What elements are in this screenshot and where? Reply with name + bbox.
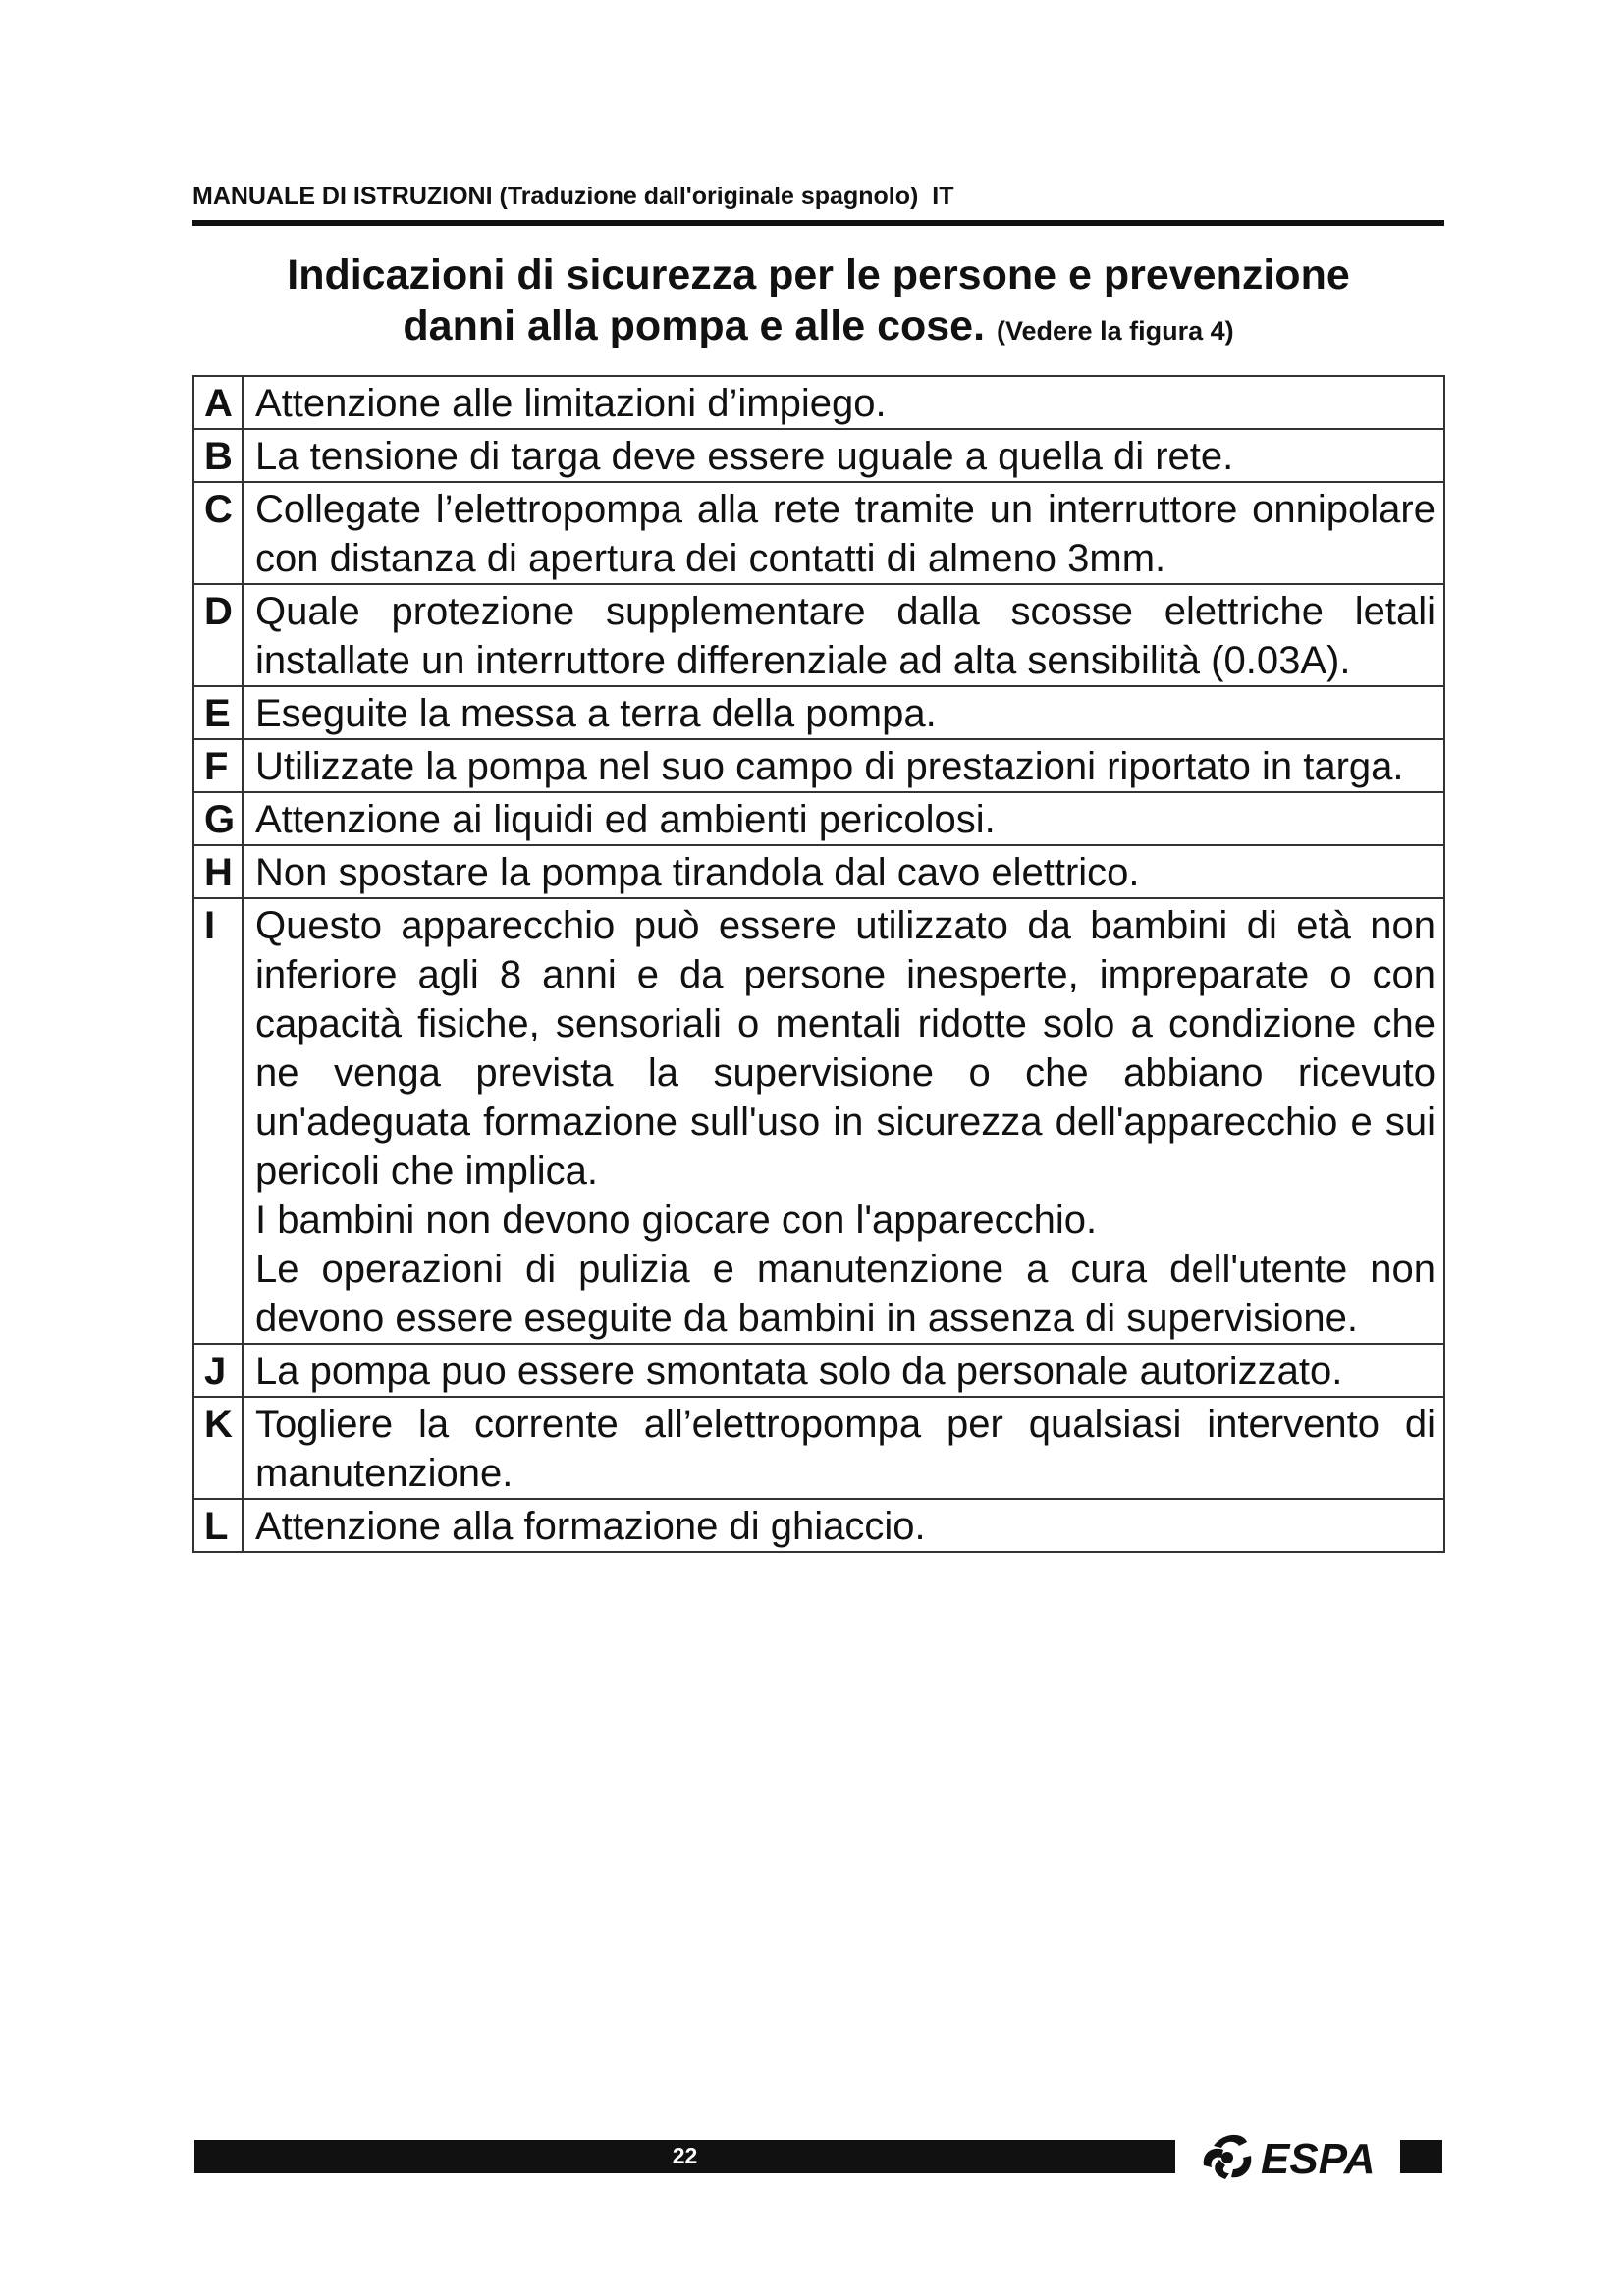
espa-swirl-icon [1204,2135,1251,2179]
item-letter: F [193,739,243,792]
page-number: 22 [672,2143,698,2168]
item-letter: H [193,845,243,898]
item-text: Attenzione ai liquidi ed ambienti pericolosi. [243,792,1444,845]
item-paragraph: Le operazioni di pulizia e manutenzione a cura dell'utente non devono essere eseguite da bambini in assenza di supervisione. [255,1248,1435,1340]
item-text: Eseguite la messa a terra della pompa. [243,686,1444,739]
item-text: Togliere la corrente all’elettropompa per qualsiasi intervento di manutenzione. [243,1397,1444,1499]
table-row [193,429,1444,482]
item-text: Quale protezione supplementare dalla scosse elettriche letali installate un interruttore differenziale ad alta sensibilità (0.03A). [243,584,1444,686]
section-title-line1: Indicazioni di sicurezza per le persone e prevenzione [287,251,1350,298]
table-row [193,482,1444,584]
manual-header [192,183,1444,211]
item-paragraph: I bambini non devono giocare con l'apparecchio. [255,1199,1098,1242]
item-letter: B [193,429,243,482]
item-paragraph: Questo apparecchio può essere utilizzato da bambini di età non inferiore agli 8 anni e da persone inesperte, impreparate o con capacità fisiche, sensoriali o mentali ridotte solo a condizione che ne venga prevista la supervisione o che abbiano ricevuto un'adeguata formazione sull'uso in sicurezza dell'apparecchio e sui pericoli che implica. [255,904,1435,1193]
table-row [193,1499,1444,1552]
espa-logo [1196,2126,1392,2187]
table-row [193,1344,1444,1397]
item-letter: C [193,482,243,584]
item-letter: D [193,584,243,686]
table-row [193,584,1444,686]
item-letter: J [193,1344,243,1397]
section-title [192,249,1444,356]
item-text [243,898,1444,1344]
item-letter: A [193,376,243,429]
table-row [193,686,1444,739]
item-letter: L [193,1499,243,1552]
item-letter: K [193,1397,243,1499]
footer-bar-block [1400,2140,1442,2173]
table-row [193,898,1444,1344]
item-text: Attenzione alle limitazioni d’impiego. [243,376,1444,429]
table-row [193,376,1444,429]
table-row [193,792,1444,845]
safety-instructions-table [192,375,1445,1553]
espa-brand-text: ESPA [1261,2135,1376,2183]
item-text: Attenzione alla formazione di ghiaccio. [243,1499,1444,1552]
table-row [193,739,1444,792]
item-text: La pompa puo essere smontata solo da personale autorizzato. [243,1344,1444,1397]
item-text: Collegate l’elettropompa alla rete tramite un interruttore onnipolare con distanza di apertura dei contatti di almeno 3mm. [243,482,1444,584]
item-text: Utilizzate la pompa nel suo campo di prestazioni riportato in targa. [243,739,1444,792]
table-row [193,1397,1444,1499]
footer-bar [194,2140,1175,2173]
item-letter: I [193,898,243,1344]
section-title-line2: danni alla pompa e alle cose. [403,302,986,349]
item-letter: G [193,792,243,845]
item-text: Non spostare la pompa tirandola dal cavo elettrico. [243,845,1444,898]
item-letter: E [193,686,243,739]
item-text: La tensione di targa deve essere uguale a quella di rete. [243,429,1444,482]
header-rule [192,220,1444,226]
table-row [193,845,1444,898]
figure-reference: (Vedere la figura 4) [997,316,1234,346]
manual-header-title: MANUALE DI ISTRUZIONI (Traduzione dall'originale spagnolo) [192,183,919,210]
language-code: IT [932,183,954,210]
